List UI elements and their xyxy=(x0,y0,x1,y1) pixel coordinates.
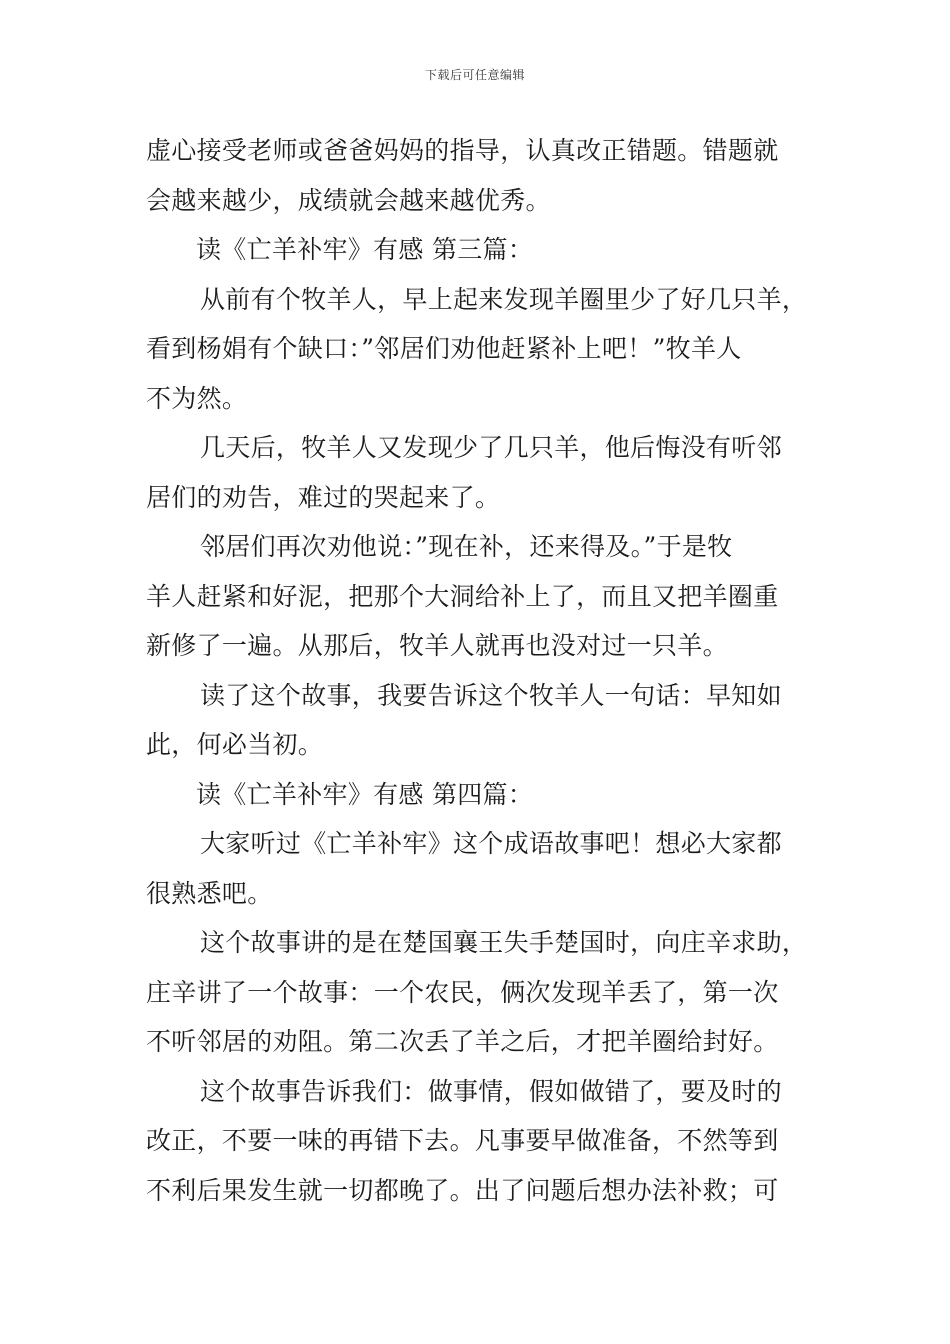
page-header: 下载后可任意编辑 xyxy=(424,68,525,82)
text-line: 不为然。 xyxy=(146,383,248,413)
text-line: 不利后果发生就一切都晚了。出了问题后想办法补救；可 xyxy=(146,1175,779,1205)
paragraph-start-line: 邻居们再次劝他说：”现在补，还来得及。”于是牧 xyxy=(200,532,733,561)
text-line: 羊人赶紧和好泥，把那个大洞给补上了，而且又把羊圈重 xyxy=(146,581,779,611)
text-line: 看到杨娟有个缺口：”邻居们劝他赶紧补上吧！”牧羊人 xyxy=(146,334,742,363)
paragraph-start-line: 这个故事讲的是在楚国襄王失手楚国时，向庄辛求助， xyxy=(200,928,808,957)
document-body xyxy=(146,126,826,1215)
text-line: 不听邻居的劝阻。第二次丢了羊之后，才把羊圈给封好。 xyxy=(146,1027,779,1056)
text-line: 改正，不要一味的再错下去。凡事要早做准备，不然等到 xyxy=(146,1126,779,1155)
paragraph-start-line: 这个故事告诉我们：做事情，假如做错了，要及时的 xyxy=(200,1076,782,1106)
text-line: 庄辛讲了一个故事：一个农民，俩次发现羊丢了，第一次 xyxy=(146,977,779,1007)
section-heading: 读《亡羊补牢》有感 第四篇： xyxy=(196,779,534,809)
paragraph-start-line: 从前有个牧羊人，早上起来发现羊圈里少了好几只羊， xyxy=(200,284,808,314)
paragraph-start-line: 几天后，牧羊人又发现少了几只羊，他后悔没有听邻 xyxy=(200,433,782,462)
text-line: 居们的劝告，难过的哭起来了。 xyxy=(146,482,501,512)
paragraph-start-line: 读了这个故事，我要告诉这个牧羊人一句话：早知如 xyxy=(200,680,782,710)
text-line: 此，何必当初。 xyxy=(146,730,324,759)
text-line: 很熟悉吧。 xyxy=(146,878,273,908)
text-line: 虚心接受老师或爸爸妈妈的指导，认真改正错题。错题就 xyxy=(146,136,779,165)
paragraph-start-line: 大家听过《亡羊补牢》这个成语故事吧！想必大家都 xyxy=(200,829,782,858)
text-line: 新修了一遍。从那后，牧羊人就再也没对过一只羊。 xyxy=(146,631,728,660)
text-line: 会越来越少，成绩就会越来越优秀。 xyxy=(146,185,551,215)
section-heading: 读《亡羊补牢》有感 第三篇： xyxy=(196,235,534,264)
